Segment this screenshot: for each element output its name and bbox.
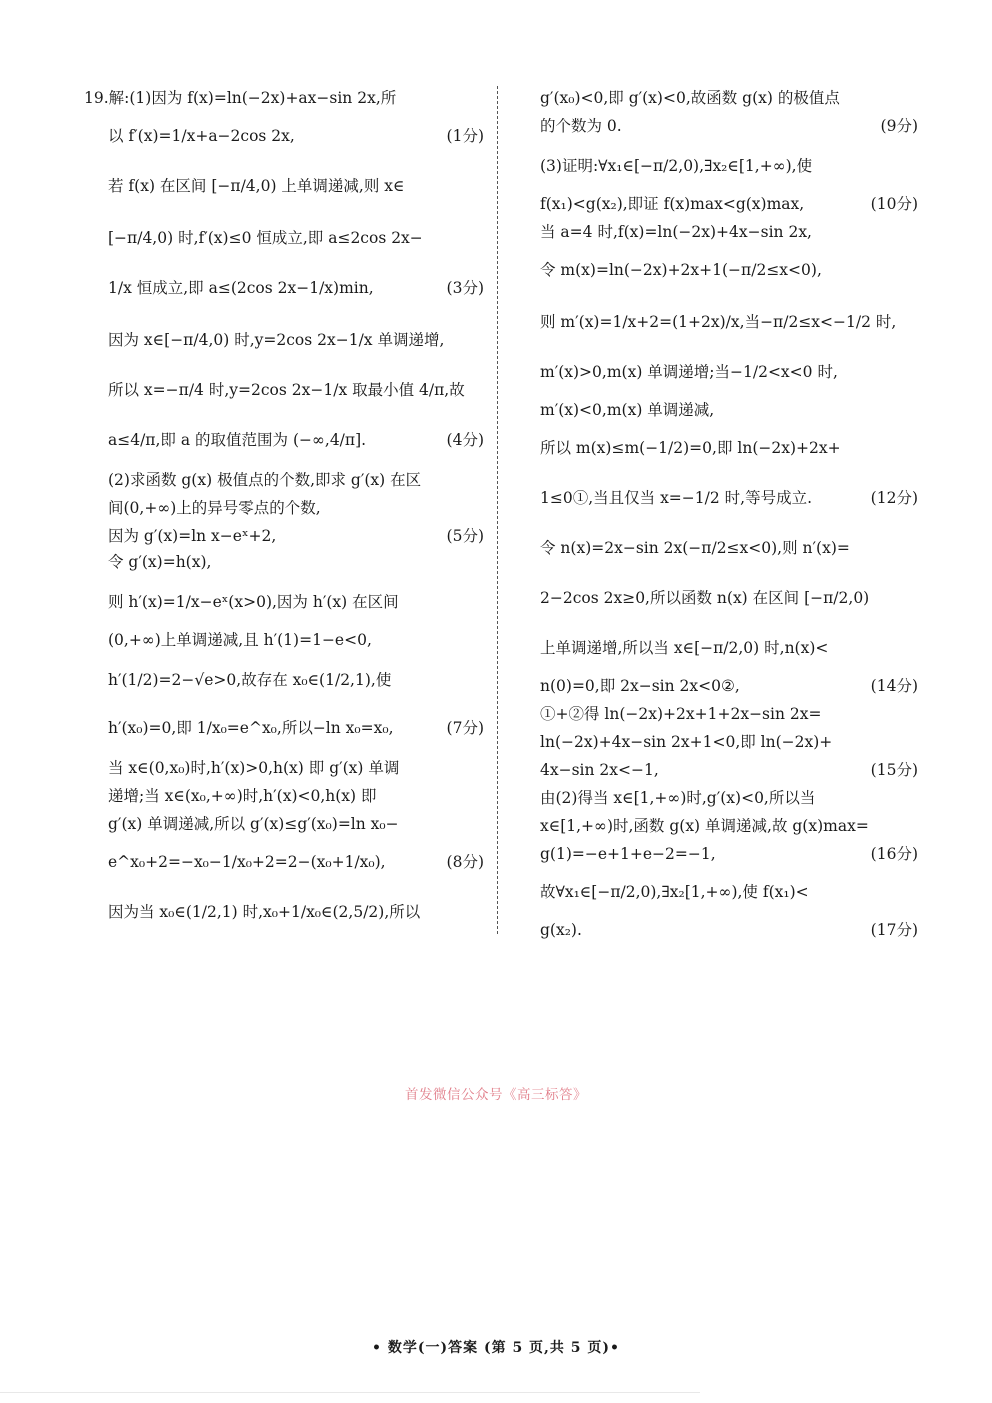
answer-line: 令 n(x)=2x−sin 2x(−π/2≤x<0),则 n′(x)= <box>540 539 850 557</box>
answer-line: 以 f′(x)=1/x+a−2cos 2x, (1分) <box>108 127 484 145</box>
answer-line: 因为 x∈[−π/4,0) 时,y=2cos 2x−1/x 单调递增, <box>108 331 445 349</box>
answer-line: 19.解:(1)因为 f(x)=ln(−2x)+ax−sin 2x,所 <box>84 89 397 107</box>
answer-line: m′(x)>0,m(x) 单调递增;当−1/2<x<0 时, <box>540 363 838 381</box>
column-divider <box>497 86 498 934</box>
page-footer: • 数学(一)答案 (第 5 页,共 5 页)• <box>372 1340 620 1356</box>
answer-line: (0,+∞)上单调递减,且 h′(1)=1−e<0, <box>108 631 372 649</box>
answer-line: (3)证明:∀x₁∈[−π/2,0),∃x₂∈[1,+∞),使 <box>540 157 813 175</box>
answer-line: 因为 g′(x)=ln x−eˣ+2, (5分) <box>108 527 484 545</box>
bottom-rule <box>0 1392 700 1393</box>
answer-line: 则 m′(x)=1/x+2=(1+2x)/x,当−π/2≤x<−1/2 时, <box>540 313 897 331</box>
answer-line: 上单调递增,所以当 x∈[−π/2,0) 时,n(x)< <box>540 639 829 657</box>
watermark: 首发微信公众号《高三标答》 <box>405 1087 587 1103</box>
answer-line: 由(2)得当 x∈[1,+∞)时,g′(x)<0,所以当 <box>540 789 816 807</box>
answer-line: a≤4/π,即 a 的取值范围为 (−∞,4/π]. (4分) <box>108 431 484 449</box>
answer-line: 所以 m(x)≤m(−1/2)=0,即 ln(−2x)+2x+ <box>540 439 841 457</box>
answer-line: g(x₂). (17分) <box>540 921 918 939</box>
answer-line: n(0)=0,即 2x−sin 2x<0②, (14分) <box>540 677 918 695</box>
answer-line: ①+②得 ln(−2x)+2x+1+2x−sin 2x= <box>540 705 822 723</box>
answer-line: 间(0,+∞)上的异号零点的个数, <box>108 499 321 517</box>
answer-line: e^x₀+2=−x₀−1/x₀+2=2−(x₀+1/x₀), (8分) <box>108 853 484 871</box>
answer-line: 4x−sin 2x<−1, (15分) <box>540 761 918 779</box>
answer-line: 当 a=4 时,f(x)=ln(−2x)+4x−sin 2x, <box>540 223 812 241</box>
answer-line: 则 h′(x)=1/x−eˣ(x>0),因为 h′(x) 在区间 <box>108 593 399 611</box>
answer-line: 1≤0①,当且仅当 x=−1/2 时,等号成立. (12分) <box>540 489 918 507</box>
answer-line: 令 m(x)=ln(−2x)+2x+1(−π/2≤x<0), <box>540 261 822 279</box>
answer-line: 2−2cos 2x≥0,所以函数 n(x) 在区间 [−π/2,0) <box>540 589 870 607</box>
answer-line: ln(−2x)+4x−sin 2x+1<0,即 ln(−2x)+ <box>540 733 833 751</box>
answer-line: 因为当 x₀∈(1/2,1) 时,x₀+1/x₀∈(2,5/2),所以 <box>108 903 421 921</box>
answer-line: h′(x₀)=0,即 1/x₀=e^x₀,所以−ln x₀=x₀, (7分) <box>108 719 484 737</box>
answer-line: g′(x₀)<0,即 g′(x)<0,故函数 g(x) 的极值点 <box>540 89 840 107</box>
answer-line: (2)求函数 g(x) 极值点的个数,即求 g′(x) 在区 <box>108 471 422 489</box>
answer-line: g(1)=−e+1+e−2=−1, (16分) <box>540 845 918 863</box>
answer-line: [−π/4,0) 时,f′(x)≤0 恒成立,即 a≤2cos 2x− <box>108 229 423 247</box>
answer-line: 若 f(x) 在区间 [−π/4,0) 上单调递减,则 x∈ <box>108 177 405 195</box>
answer-line: 所以 x=−π/4 时,y=2cos 2x−1/x 取最小值 4/π,故 <box>108 381 465 399</box>
answer-line: f(x₁)<g(x₂),即证 f(x)max<g(x)max, (10分) <box>540 195 918 213</box>
answer-line: 1/x 恒成立,即 a≤(2cos 2x−1/x)min, (3分) <box>108 279 484 297</box>
answer-line: h′(1/2)=2−√e>0,故存在 x₀∈(1/2,1),使 <box>108 671 392 689</box>
answer-line: g′(x) 单调递减,所以 g′(x)≤g′(x₀)=ln x₀− <box>108 815 399 833</box>
answer-line: 当 x∈(0,x₀)时,h′(x)>0,h(x) 即 g′(x) 单调 <box>108 759 400 777</box>
answer-line: m′(x)<0,m(x) 单调递减, <box>540 401 715 419</box>
answer-line: 故∀x₁∈[−π/2,0),∃x₂[1,+∞),使 f(x₁)< <box>540 883 809 901</box>
answer-line: x∈[1,+∞)时,函数 g(x) 单调递减,故 g(x)max= <box>540 817 869 835</box>
answer-line: 的个数为 0. (9分) <box>540 117 918 135</box>
answer-line: 递增;当 x∈(x₀,+∞)时,h′(x)<0,h(x) 即 <box>108 787 377 805</box>
answer-line: 令 g′(x)=h(x), <box>108 553 212 571</box>
